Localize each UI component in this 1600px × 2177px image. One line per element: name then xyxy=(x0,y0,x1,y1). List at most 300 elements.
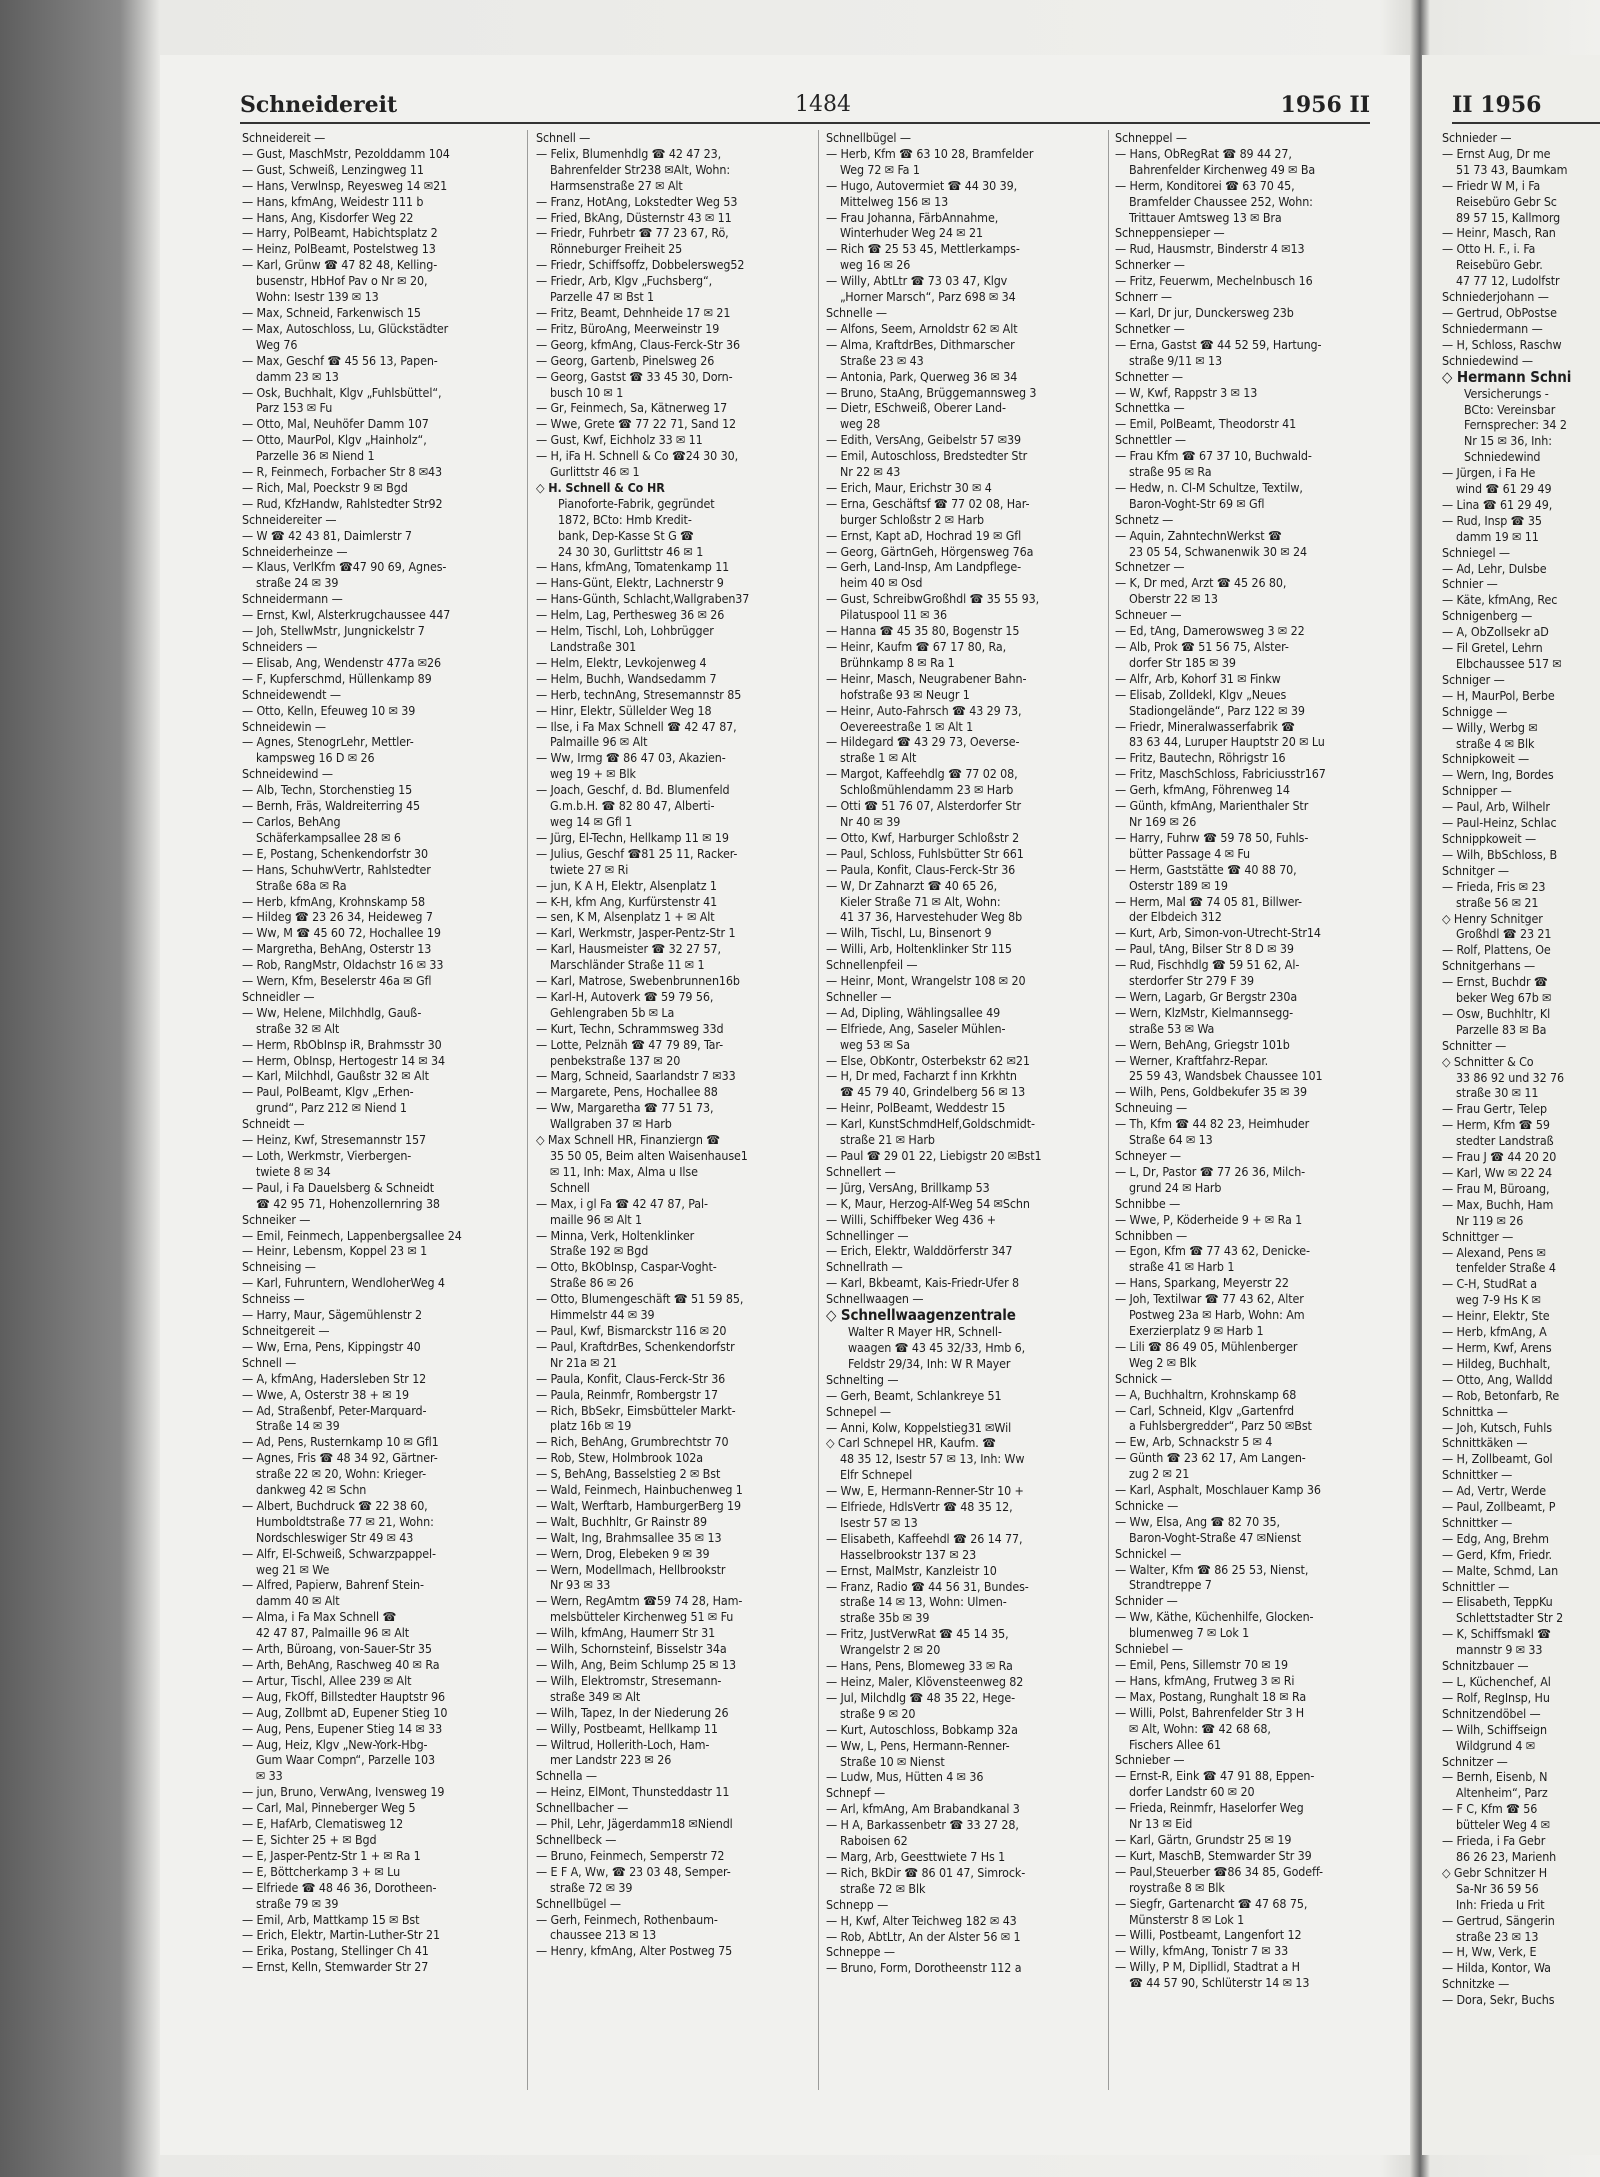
directory-entry: — Rud, Insp ☎ 35 xyxy=(1442,512,1542,528)
column-divider xyxy=(527,130,528,2090)
directory-entry: chaussee 213 ✉ 13 xyxy=(550,1927,657,1943)
directory-entry: — Franz, Radio ☎ 44 56 31, Bundes- xyxy=(826,1578,1029,1594)
directory-entry: — Gust, SchreibwGroßhdl ☎ 35 55 93, xyxy=(826,591,1040,607)
directory-entry: — Elfriede, HdlsVertr ☎ 48 35 12, xyxy=(826,1499,1013,1515)
directory-entry: — Antonia, Park, Querweg 36 ✉ 34 xyxy=(826,368,1018,384)
directory-entry: Wallgraben 37 ✉ Harb xyxy=(550,1116,672,1132)
directory-entry: — Arth, Büroang, von-Sauer-Str 35 xyxy=(242,1641,432,1657)
directory-entry: Himmelstr 44 ✉ 39 xyxy=(550,1307,655,1323)
directory-entry: G.m.b.H. ☎ 82 80 47, Alberti- xyxy=(550,798,715,814)
directory-entry: — Artur, Tischl, Allee 239 ✉ Alt xyxy=(242,1672,412,1688)
directory-entry: — Margot, Kaffeehdlg ☎ 77 02 08, xyxy=(826,766,1018,782)
directory-entry: — Käte, kfmAng, Rec xyxy=(1442,592,1558,608)
directory-entry: burger Schloßstr 2 ✉ Harb xyxy=(840,511,984,527)
directory-entry: — E, Postang, Schenkendorfstr 30 xyxy=(242,845,428,861)
directory-entry: — Friedr, Arb, Klgv „Fuchsberg“, xyxy=(536,273,713,289)
directory-entry: Bahrenfelder Kirchenweg 49 ✉ Ba xyxy=(1129,161,1316,177)
directory-entry: — Dora, Sekr, Buchs xyxy=(1442,1992,1555,2008)
directory-entry: — Hans-Günt, Elektr, Lachnerstr 9 xyxy=(536,575,724,591)
directory-entry: — Hans, kfmAng, Weidestr 111 b xyxy=(242,193,424,209)
directory-entry: stedter Landstraß xyxy=(1456,1133,1554,1149)
directory-entry: — Paul, KraftdrBes, Schenkendorfstr xyxy=(536,1338,735,1354)
directory-entry: — Hilda, Kontor, Wa xyxy=(1442,1960,1551,1976)
directory-entry: ✉ 11, Inh: Max, Alma u Ilse xyxy=(550,1163,698,1179)
surname-heading: Schneising — xyxy=(242,1259,316,1275)
directory-entry: — Ww, L, Pens, Hermann-Renner- xyxy=(826,1737,1010,1753)
directory-entry: — Wern, Kfm, Beselerstr 46a ✉ Gfl xyxy=(242,973,432,989)
directory-entry: — Carl, Schneid, Klgv „Gartenfrd xyxy=(1115,1402,1294,1418)
directory-entry: — H, iFa H. Schnell & Co ☎24 30 30, xyxy=(536,448,739,464)
directory-entry: Versicherungs - xyxy=(1464,385,1549,401)
directory-entry: — Hanna ☎ 45 35 80, Bogenstr 15 xyxy=(826,623,1020,639)
directory-entry: — Gerd, Kfm, Friedr. xyxy=(1442,1546,1552,1562)
directory-entry: 41 37 36, Harvestehuder Weg 8b xyxy=(840,909,1023,925)
surname-heading: Schneppel — xyxy=(1115,130,1187,145)
directory-entry: — Margarete, Pens, Hochallee 88 xyxy=(536,1084,718,1100)
surname-heading: Schneller — xyxy=(826,988,892,1004)
directory-entry: — Herb, kfmAng, A xyxy=(1442,1324,1547,1340)
directory-entry: — Felix, Blumenhdlg ☎ 42 47 23, xyxy=(536,145,722,161)
surname-heading: Schnicke — xyxy=(1115,1497,1179,1513)
directory-entry: — Ed, tAng, Damerowsweg 3 ✉ 22 xyxy=(1115,623,1305,639)
directory-entry: — Edith, VersAng, Geibelstr 57 ✉39 xyxy=(826,432,1021,448)
directory-entry: — Lotte, Pelznäh ☎ 47 79 89, Tar- xyxy=(536,1036,723,1052)
directory-entry: — K-H, kfm Ang, Kurfürstenstr 41 xyxy=(536,893,718,909)
directory-entry: Großhdl ☎ 23 21 xyxy=(1456,926,1552,942)
directory-entry: wind ☎ 61 29 49 xyxy=(1456,481,1552,497)
directory-entry: — Gerh, kfmAng, Föhrenweg 14 xyxy=(1115,782,1290,798)
directory-entry: — Joh, Kutsch, Fuhls xyxy=(1442,1419,1552,1435)
directory-entry: Fernsprecher: 34 2 xyxy=(1464,417,1567,433)
surname-heading: Schnitzendöbel — xyxy=(1442,1705,1541,1721)
directory-entry: Winterhuder Weg 24 ✉ 21 xyxy=(840,225,983,241)
directory-entry: — E, Böttcherkamp 3 + ✉ Lu xyxy=(242,1863,401,1879)
directory-entry: — Alfr, Arb, Kohorf 31 ✉ Finkw xyxy=(1115,670,1281,686)
directory-entry: — Harry, Fuhrw ☎ 59 78 50, Fuhls- xyxy=(1115,829,1309,845)
directory-entry: — Heinz, ElMont, Thunsteddastr 11 xyxy=(536,1784,730,1800)
directory-entry: weg 19 + ✉ Blk xyxy=(550,766,636,782)
surname-heading: Schneidereit — xyxy=(242,130,326,145)
directory-entry: — Alb, Prok ☎ 51 56 75, Alster- xyxy=(1115,639,1289,654)
directory-entry: heim 40 ✉ Osd xyxy=(840,575,923,591)
directory-entry: — Helm, Lag, Perthesweg 36 ✉ 26 xyxy=(536,607,725,623)
surname-heading: Schnittler — xyxy=(1442,1578,1510,1594)
directory-column-3 xyxy=(826,130,1104,2120)
directory-entry: — Rich, BkDir ☎ 86 01 47, Simrock- xyxy=(826,1864,1026,1880)
directory-entry: — E, Jasper-Pentz-Str 1 + ✉ Ra 1 xyxy=(242,1847,421,1863)
directory-entry: straße 72 ✉ Blk xyxy=(840,1880,926,1896)
directory-entry: sterdorfer Str 279 F 39 xyxy=(1129,973,1254,989)
surname-heading: Schnipper — xyxy=(1442,783,1512,799)
surname-heading: — Karl, Grünw ☎ 47 82 48, Kelling- xyxy=(242,257,438,273)
directory-entry: — L, Küchenchef, Al xyxy=(1442,1674,1551,1689)
surname-heading: Schnittker — xyxy=(1442,1467,1513,1483)
directory-entry: Weg 72 ✉ Fa 1 xyxy=(840,161,920,177)
directory-entry: busch 10 ✉ 1 xyxy=(550,384,624,400)
directory-entry: — Ww, Irmg ☎ 86 47 03, Akazien- xyxy=(536,750,726,766)
directory-entry: straße 349 ✉ Alt xyxy=(550,1688,641,1704)
directory-entry: ◇ Schnellwaagenzentrale xyxy=(826,1306,1016,1325)
directory-entry: Bahrenfelder Str238 ✉Alt, Wohn: xyxy=(550,161,730,177)
directory-entry: — Albert, Buchdruck ☎ 22 38 60, xyxy=(242,1497,428,1513)
directory-entry: — Hinr, Elektr, Süllelder Weg 18 xyxy=(536,702,712,718)
directory-entry: — Fritz, BüroAng, Meerweinstr 19 xyxy=(536,320,720,336)
directory-entry: Gurlittstr 46 ✉ 1 xyxy=(550,464,640,480)
surname-heading: Schneiss — xyxy=(242,1291,305,1307)
directory-entry: — Wwe, P, Köderheide 9 + ✉ Ra 1 xyxy=(1115,1211,1303,1227)
directory-entry: — Elisabeth, Kaffeehdl ☎ 26 14 77, xyxy=(826,1530,1023,1546)
directory-entry: — H, Ww, Verk, E xyxy=(1442,1944,1537,1960)
directory-entry: Parzelle 36 ✉ Niend 1 xyxy=(256,448,375,464)
directory-entry: dorfer Str 185 ✉ 39 xyxy=(1129,654,1236,670)
directory-entry: damm 19 ✉ 11 xyxy=(1456,528,1539,544)
directory-entry: bütter Passage 4 ✉ Fu xyxy=(1129,845,1250,861)
directory-entry: straße 9 ✉ 20 xyxy=(840,1705,916,1721)
directory-entry: — E, HafArb, Clematisweg 12 xyxy=(242,1816,404,1832)
directory-entry: straße 1 ✉ Alt xyxy=(840,750,917,766)
directory-entry: — C-H, StudRat a xyxy=(1442,1276,1537,1292)
directory-entry: Münsterstr 8 ✉ Lok 1 xyxy=(1129,1911,1245,1927)
directory-entry: Parzelle 83 ✉ Ba xyxy=(1456,1021,1547,1037)
directory-entry: — Heinz, Kwf, Stresemannstr 157 xyxy=(242,1132,427,1148)
directory-entry: Isestr 57 ✉ 13 xyxy=(840,1514,918,1530)
directory-entry: — Rolf, Plattens, Oe xyxy=(1442,942,1551,958)
directory-entry: — Joh, Textilwar ☎ 77 43 62, Alter xyxy=(1115,1291,1304,1307)
surname-heading: Schnibben — xyxy=(1115,1227,1188,1243)
directory-entry: — Georg, kfmAng, Claus-Ferck-Str 36 xyxy=(536,336,740,352)
directory-entry: — Carl, Mal, Pinneberger Weg 5 xyxy=(242,1800,416,1816)
directory-entry: — Rich ☎ 25 53 45, Mettlerkamps- xyxy=(826,241,1020,257)
directory-entry: 83 63 44, Luruper Hauptstr 20 ✉ Lu xyxy=(1129,734,1325,750)
directory-entry: — L, Dr, Pastor ☎ 77 26 36, Milch- xyxy=(1115,1163,1306,1179)
directory-entry: — Otto, Blumengeschäft ☎ 51 59 85, xyxy=(536,1291,744,1307)
directory-entry: — Paul-Heinz, Schlac xyxy=(1442,815,1557,831)
directory-entry: — Ww, E, Hermann-Renner-Str 10 + xyxy=(826,1483,1024,1499)
directory-entry: — Siegfr, Gartenarcht ☎ 47 68 75, xyxy=(1115,1895,1308,1911)
directory-entry: — Rich, BehAng, Grumbrechtstr 70 xyxy=(536,1434,729,1450)
directory-entry: — Julius, Geschf ☎81 25 11, Racker- xyxy=(536,845,738,861)
directory-entry: — Hans, kfmAng, Frutweg 3 ✉ Ri xyxy=(1115,1672,1295,1688)
surname-heading: Schnitzbauer — xyxy=(1442,1658,1529,1674)
directory-entry: — Heinz, PolBeamt, Postelstweg 13 xyxy=(242,241,436,257)
directory-entry: — Willi, Schiffbeker Weg 436 + xyxy=(826,1211,996,1227)
surname-heading: Schnellinger — xyxy=(826,1227,909,1243)
directory-entry: — Hans, Sparkang, Meyerstr 22 xyxy=(1115,1275,1289,1291)
directory-entry: — Heinz, Maler, Klövensteenweg 82 xyxy=(826,1674,1024,1689)
surname-heading: Schnellenpfeil — xyxy=(826,957,918,973)
surname-heading: Schnitgerhans — xyxy=(1442,958,1536,974)
directory-entry: straße 23 ✉ 13 xyxy=(1456,1928,1539,1944)
directory-entry: 48 35 12, Isestr 57 ✉ 13, Inh: Ww xyxy=(840,1451,1025,1467)
directory-entry: — Karl, Matrose, Swebenbrunnen16b xyxy=(536,973,740,989)
directory-entry: ☎ 42 95 71, Hohenzollernring 38 xyxy=(256,1195,440,1211)
directory-entry: — H, Dr med, Facharzt f inn Krkhtn xyxy=(826,1068,1017,1084)
directory-entry: straße 30 ✉ 11 xyxy=(1456,1085,1539,1101)
directory-entry: — Hans, Verwlnsp, Reyesweg 14 ✉21 xyxy=(242,177,448,193)
directory-entry: — Wald, Feinmech, Hainbuchenweg 1 xyxy=(536,1482,743,1498)
directory-entry: Baron-Voght-Straße 47 ✉Nienst xyxy=(1129,1529,1301,1545)
directory-entry: — jun, K A H, Elektr, Alsenplatz 1 xyxy=(536,877,717,893)
directory-entry: — Werner, Kraftfahrz-Repar. xyxy=(1115,1052,1269,1068)
surname-heading: Schnettka — xyxy=(1115,400,1185,416)
surname-heading: Schnider — xyxy=(1115,1593,1178,1609)
directory-entry: — Rich, Mal, Poeckstr 9 ✉ Bgd xyxy=(242,479,408,495)
directory-entry: — Rud, Hausmstr, Binderstr 4 ✉13 xyxy=(1115,241,1305,257)
directory-entry: — Alma, i Fa Max Schnell ☎ xyxy=(242,1609,397,1625)
directory-entry: — Kurt, Techn, Schrammsweg 33d xyxy=(536,1020,724,1036)
directory-entry: hofstraße 93 ✉ Neugr 1 xyxy=(840,686,970,702)
directory-entry: — Herm, RbObInsp iR, Brahmsstr 30 xyxy=(242,1036,442,1052)
directory-entry: der Elbdeich 312 xyxy=(1129,909,1222,925)
directory-entry: Nr 169 ✉ 26 xyxy=(1129,813,1197,829)
directory-entry: Weg 76 xyxy=(256,336,298,352)
surname-heading: Schnitger — xyxy=(1442,862,1509,878)
directory-entry: — F, Kupferschmd, Hüllenkamp 89 xyxy=(242,670,432,686)
directory-entry: — Emil, Autoschloss, Bredstedter Str xyxy=(826,448,1028,464)
surname-heading: Schnick — xyxy=(1115,1370,1172,1386)
directory-entry: — Wern, Ing, Bordes xyxy=(1442,767,1554,783)
directory-entry: weg 16 ✉ 26 xyxy=(840,257,911,273)
directory-entry: Schäferkampsallee 28 ✉ 6 xyxy=(256,829,401,845)
directory-entry: ◇ Henry Schnitger xyxy=(1442,910,1543,926)
directory-entry: — W, Dr Zahnarzt ☎ 40 65 26, xyxy=(826,877,998,893)
surname-heading: Schneiker — xyxy=(242,1211,311,1227)
directory-entry: Schniedewind xyxy=(1464,449,1541,465)
directory-entry: Schloßmühlendamm 23 ✉ Harb xyxy=(840,782,1014,798)
directory-entry: — Otto, Kelln, Efeuweg 10 ✉ 39 xyxy=(242,702,416,718)
directory-entry: Mittelweg 156 ✉ 13 xyxy=(840,193,949,209)
directory-entry: — jun, Bruno, VerwAng, Ivensweg 19 xyxy=(242,1784,445,1800)
directory-entry: — Wilh, Schiffseign xyxy=(1442,1721,1548,1737)
directory-entry: busenstr, HbHof Pav o Nr ✉ 20, xyxy=(256,273,428,289)
directory-entry: — Marg, Arb, Geesttwiete 7 Hs 1 xyxy=(826,1848,1006,1864)
directory-entry: — Wwe, A, Osterstr 38 + ✉ 19 xyxy=(242,1386,410,1402)
directory-entry: — Willi, Arb, Holtenklinker Str 115 xyxy=(826,941,1012,957)
directory-entry: — Karl, KunstSchmdHelf,Goldschmidt- xyxy=(826,1116,1035,1132)
directory-entry: — K, Schiffsmakl ☎ xyxy=(1442,1626,1551,1642)
directory-entry: — Frau J ☎ 44 20 20 xyxy=(1442,1149,1557,1165)
directory-entry: Straße 14 ✉ 39 xyxy=(256,1418,340,1434)
directory-entry: Oevereestraße 1 ✉ Alt 1 xyxy=(840,718,974,734)
directory-entry: — Max, Postang, Runghalt 18 ✉ Ra xyxy=(1115,1688,1307,1704)
directory-entry: Raboisen 62 xyxy=(840,1833,908,1849)
surname-heading: Schnettler — xyxy=(1115,432,1186,448)
directory-entry: Altenheim“, Parz xyxy=(1456,1785,1548,1801)
directory-entry: — Bruno, StaAng, Brüggemannsweg 3 xyxy=(826,384,1037,400)
directory-entry: — Paul ☎ 29 01 22, Liebigstr 20 ✉Bst1 xyxy=(826,1148,1042,1163)
directory-entry: Hasselbrookstr 137 ✉ 23 xyxy=(840,1546,977,1562)
directory-entry: — Rich, BbSekr, Eimsbütteler Markt- xyxy=(536,1402,736,1418)
directory-entry: weg 21 ✉ We xyxy=(256,1561,330,1577)
directory-entry: — Gust, Schweiß, Lenzingweg 11 xyxy=(242,161,424,177)
directory-entry: — Elisab, Ang, Wendenstr 477a ✉26 xyxy=(242,654,441,670)
directory-entry: — Herm, Mal ☎ 74 05 81, Billwer- xyxy=(1115,893,1302,909)
directory-entry: — Willi, Postbeamt, Langenfort 12 xyxy=(1115,1927,1302,1943)
directory-entry: — Karl, Ww ✉ 22 24 xyxy=(1442,1165,1553,1180)
directory-entry: Fischers Allee 61 xyxy=(1129,1736,1221,1752)
directory-entry: Parz 153 ✉ Fu xyxy=(256,400,333,416)
directory-entry: — Ad, Straßenbf, Peter-Marquard- xyxy=(242,1402,427,1418)
directory-entry: — Paula, Reinmfr, Rombergstr 17 xyxy=(536,1386,719,1402)
directory-entry: — Frau M, Büroang, xyxy=(1442,1180,1550,1196)
surname-heading: Schnittka — xyxy=(1442,1403,1508,1419)
directory-entry: Oberstr 22 ✉ 13 xyxy=(1129,591,1218,607)
directory-entry: 23 05 54, Schwanenwik 30 ✉ 24 xyxy=(1129,543,1308,559)
directory-entry: — Otto, Ang, Walldd xyxy=(1442,1371,1553,1387)
directory-entry: — Agnes, Fris ☎ 48 34 92, Gärtner- xyxy=(242,1450,438,1466)
directory-entry: — Wern, KlzMstr, Kielmannsegg- xyxy=(1115,1004,1294,1020)
directory-entry: — Ad, Dipling, Wählingsallee 49 xyxy=(826,1004,1001,1020)
directory-entry: — Paul, i Fa Dauelsberg & Schneidt xyxy=(242,1179,434,1195)
directory-entry: — Max, Autoschloss, Lu, Glückstädter xyxy=(242,320,449,336)
directory-entry: Walter R Mayer HR, Schnell- xyxy=(848,1324,1002,1340)
directory-entry: — Gr, Feinmech, Sa, Kätnerweg 17 xyxy=(536,400,728,416)
next-page-header-rule xyxy=(1452,122,1600,124)
surname-heading: Schnellwaagen — xyxy=(826,1291,924,1307)
directory-entry: — Ww, Elsa, Ang ☎ 82 70 35, xyxy=(1115,1513,1280,1529)
directory-entry: — Heinr, Kaufm ☎ 67 17 80, Ra, xyxy=(826,639,1007,654)
directory-entry: — Paul, Zollbeamt, P xyxy=(1442,1499,1556,1515)
directory-entry: tenfelder Straße 4 xyxy=(1456,1260,1556,1276)
surname-heading: Schnelle — xyxy=(826,304,887,320)
directory-entry: — Hedw, n. Cl-M Schultze, Textilw, xyxy=(1115,479,1303,495)
directory-entry: — Ew, Arb, Schnackstr 5 ✉ 4 xyxy=(1115,1434,1273,1450)
directory-entry: — Kurt, MaschB, Stemwarder Str 39 xyxy=(1115,1847,1312,1863)
directory-entry: Landstraße 301 xyxy=(550,639,637,654)
directory-entry: — H, Zollbeamt, Gol xyxy=(1442,1451,1553,1467)
directory-entry: blumenweg 7 ✉ Lok 1 xyxy=(1129,1625,1250,1641)
directory-entry: — Gust, MaschMstr, Pezolddamm 104 xyxy=(242,145,450,161)
surname-heading: Schnickel — xyxy=(1115,1545,1182,1561)
surname-heading: Schnell — xyxy=(242,1354,297,1370)
directory-entry: — Rob, Stew, Holmbrook 102a xyxy=(536,1450,703,1466)
directory-entry: ◇ Hermann Schni xyxy=(1442,367,1572,386)
directory-entry: — Emil, Feinmech, Lappenbergsallee 24 xyxy=(242,1227,462,1243)
directory-entry: — Hildeg ☎ 23 26 34, Heideweg 7 xyxy=(242,909,433,925)
directory-entry: — Ilse, i Fa Max Schnell ☎ 42 47 87, xyxy=(536,718,737,734)
directory-entry: — Erika, Postang, Stellinger Ch 41 xyxy=(242,1943,429,1959)
directory-entry: — Otto, Mal, Neuhöfer Damm 107 xyxy=(242,416,429,432)
directory-entry: — Alfr, El-Schweiß, Schwarzpappel- xyxy=(242,1545,436,1561)
directory-entry: — Otto, BkObInsp, Caspar-Voght- xyxy=(536,1259,717,1275)
page-header xyxy=(240,92,1370,132)
directory-entry: — Karl, Asphalt, Moschlauer Kamp 36 xyxy=(1115,1482,1321,1498)
surname-heading: Schnellbügel — xyxy=(536,1895,621,1911)
directory-entry: — Bernh, Eisenb, N xyxy=(1442,1769,1548,1785)
directory-entry: weg 14 ✉ Gfl 1 xyxy=(550,813,633,829)
surname-heading: Schneidewind — xyxy=(242,766,333,782)
directory-entry: — Max, Geschf ☎ 45 56 13, Papen- xyxy=(242,352,438,368)
surname-heading: Schnepf — xyxy=(826,1785,885,1801)
directory-entry: — Gerh, Land-Insp, Am Landpflege- xyxy=(826,559,1022,575)
directory-entry: — Henry, kfmAng, Alter Postweg 75 xyxy=(536,1943,733,1959)
directory-entry: — A, Buchhaltrn, Krohnskamp 68 xyxy=(1115,1386,1297,1402)
surname-heading: Schniederjohann — xyxy=(1442,289,1549,305)
directory-entry: Nr 15 ✉ 36, Inh: xyxy=(1464,433,1552,449)
directory-entry: — Frau Kfm ☎ 67 37 10, Buchwald- xyxy=(1115,448,1312,464)
surname-heading: Schnelting — xyxy=(826,1371,899,1387)
directory-entry: — Harry, Maur, Sägemühlenstr 2 xyxy=(242,1307,422,1323)
directory-entry: — E F A, Ww, ☎ 23 03 48, Semper- xyxy=(536,1863,731,1879)
directory-entry: — Wern, Modellmach, Hellbrookstr xyxy=(536,1561,726,1577)
directory-entry: — Fritz, MaschSchloss, Fabriciusstr167 xyxy=(1115,766,1326,782)
directory-entry: grund 24 ✉ Harb xyxy=(1129,1179,1222,1195)
directory-entry: Schnell xyxy=(550,1179,590,1195)
directory-entry: — Heinr, Mont, Wrangelstr 108 ✉ 20 xyxy=(826,973,1026,989)
directory-entry: straße 4 ✉ Blk xyxy=(1456,735,1535,751)
directory-entry: — Fried, BkAng, Düsternstr 43 ✉ 11 xyxy=(536,209,732,225)
directory-entry: — Wern, Lagarb, Gr Bergstr 230a xyxy=(1115,988,1298,1004)
directory-entry: — Erich, Elektr, Walddörferstr 347 xyxy=(826,1243,1013,1259)
directory-entry: — Fritz, JustVerwRat ☎ 45 14 35, xyxy=(826,1626,1009,1642)
directory-entry: — Ww, Helene, Milchhdlg, Gauß- xyxy=(242,1004,422,1020)
directory-entry: — Alb, Techn, Storchenstieg 15 xyxy=(242,782,413,798)
directory-entry: 25 59 43, Wandsbek Chaussee 101 xyxy=(1129,1068,1323,1084)
directory-entry: — Lina ☎ 61 29 49, xyxy=(1442,496,1553,512)
directory-entry: — Alfons, Seem, Arnoldstr 62 ✉ Alt xyxy=(826,320,1018,336)
directory-entry: — Aug, FkOff, Billstedter Hauptstr 96 xyxy=(242,1688,446,1704)
surname-heading: Schnittker — xyxy=(1442,1514,1513,1530)
directory-entry: — Walt, Werftarb, HamburgerBerg 19 xyxy=(536,1497,742,1513)
directory-entry: ◇ H. Schnell & Co HR xyxy=(536,479,665,495)
directory-entry: — Malte, Schmd, Lan xyxy=(1442,1562,1559,1578)
directory-entry: — Karl, Milchhdl, Gaußstr 32 ✉ Alt xyxy=(242,1068,429,1084)
directory-entry: — Herm, Gaststätte ☎ 40 88 70, xyxy=(1115,861,1297,877)
directory-entry: straße 22 ✉ 20, Wohn: Krieger- xyxy=(256,1466,427,1482)
directory-entry: Nordschleswiger Str 49 ✉ 43 xyxy=(256,1529,414,1545)
directory-entry: — Erich, Elektr, Martin-Luther-Str 21 xyxy=(242,1927,440,1943)
directory-column-2 xyxy=(536,130,811,2120)
directory-entry: — Karl, Hausmeister ☎ 32 27 57, xyxy=(536,941,721,957)
directory-entry: — Frieda, i Fa Gebr xyxy=(1442,1833,1546,1849)
directory-entry: Postweg 23a ✉ Harb, Wohn: Am xyxy=(1129,1307,1305,1323)
directory-entry: — Joh, StellwMstr, Jungnickelstr 7 xyxy=(242,623,425,639)
surname-heading: Schnellbeck — xyxy=(536,1831,617,1847)
directory-entry: Feldstr 29/34, Inh: W R Mayer xyxy=(848,1355,1011,1371)
directory-entry: straße 32 ✉ Alt xyxy=(256,1020,340,1036)
surname-heading: Schneppensieper — xyxy=(1115,225,1225,241)
directory-entry: — Harry, PolBeamt, Habichtsplatz 2 xyxy=(242,225,438,241)
directory-entry: Osterstr 189 ✉ 19 xyxy=(1129,877,1228,893)
directory-entry: — Georg, GärtnGeh, Hörgensweg 76a xyxy=(826,543,1034,559)
directory-entry: Gum Waar Compn“, Parzelle 103 xyxy=(256,1752,435,1768)
directory-entry: — Rud, Fischhdlg ☎ 59 51 62, Al- xyxy=(1115,957,1300,973)
directory-entry: — Heinr, Auto-Fahrsch ☎ 43 29 73, xyxy=(826,702,1022,718)
directory-entry: weg 28 xyxy=(840,416,881,432)
directory-entry: — Edg, Ang, Brehm xyxy=(1442,1530,1549,1546)
directory-entry: — Paula, Konfit, Claus-Ferck-Str 36 xyxy=(826,861,1016,877)
directory-entry: — Gust, Kwf, Eichholz 33 ✉ 11 xyxy=(536,432,703,448)
directory-entry: — Ernst, MalMstr, Kanzleistr 10 xyxy=(826,1562,997,1578)
surname-heading: Schneiderheinze — xyxy=(242,543,348,559)
directory-entry: — Helm, Buchh, Wandsedamm 7 xyxy=(536,670,717,686)
surname-heading: Schnellrath — xyxy=(826,1259,903,1275)
surname-heading: Schnellert — xyxy=(826,1163,896,1179)
surname-heading: Schnepel — xyxy=(826,1403,891,1419)
directory-entry: mer Landstr 223 ✉ 26 xyxy=(550,1752,672,1768)
surname-heading: Schniedermann — xyxy=(1442,320,1543,336)
directory-entry: — Aquin, ZahntechnWerkst ☎ xyxy=(1115,527,1282,543)
directory-entry: Straße 23 ✉ 43 xyxy=(840,352,924,368)
directory-entry: straße 35b ✉ 39 xyxy=(840,1610,930,1626)
surname-heading: Schnieder — xyxy=(1442,130,1512,145)
directory-entry: — Georg, Gastst ☎ 33 45 30, Dorn- xyxy=(536,368,733,384)
directory-entry: — H A, Barkassenbetr ☎ 33 27 28, xyxy=(826,1817,1019,1833)
directory-entry: ☎ 44 57 90, Schlüterstr 14 ✉ 13 xyxy=(1129,1975,1310,1991)
directory-entry: — Jürgen, i Fa He xyxy=(1442,465,1536,481)
directory-entry: — Wilh, Elektromstr, Stresemann- xyxy=(536,1672,722,1688)
directory-entry: 89 57 15, Kallmorg xyxy=(1456,209,1561,225)
